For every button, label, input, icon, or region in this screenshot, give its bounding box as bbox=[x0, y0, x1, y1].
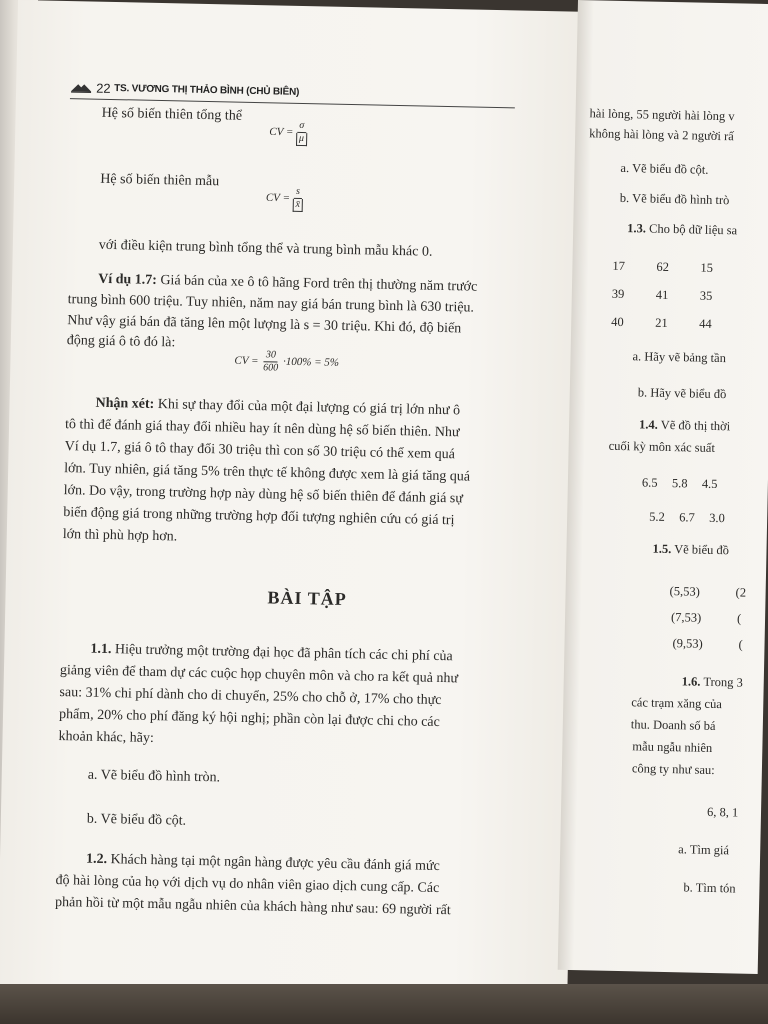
condition-text: với điều kiện trung bình tổng thể và trung bình mẫu khác 0. bbox=[98, 237, 433, 260]
remark-line-2: tô thì để đánh giá thay đổi nhiều hay ít nên dùng hệ số biến thiên. Như bbox=[64, 417, 460, 441]
ex16-line-2: các trạm xăng của bbox=[631, 695, 723, 712]
table-surface bbox=[0, 984, 768, 1024]
cv-den: x̄ bbox=[292, 199, 303, 212]
ex16-a: a. Tìm giá bbox=[678, 842, 730, 858]
ex14-line-2: cuối kỳ môn xác suất bbox=[608, 438, 716, 455]
data-cell: 6.5 bbox=[641, 475, 658, 490]
right-line-2: không hài lòng và 2 người rấ bbox=[589, 126, 734, 144]
ex14-row-1 bbox=[642, 473, 718, 493]
data-row bbox=[612, 257, 713, 277]
ex16-line-1 bbox=[682, 672, 744, 691]
remark-title: Nhận xét: bbox=[95, 395, 155, 412]
data-cell: 4.5 bbox=[701, 476, 718, 492]
cv-rhs: ·100% = 5% bbox=[282, 355, 340, 369]
cv-den: μ bbox=[296, 133, 307, 146]
data-cell: 41 bbox=[655, 287, 669, 302]
pair-row bbox=[672, 634, 743, 653]
ex12-a: a. Vẽ biểu đồ cột. bbox=[620, 160, 709, 177]
ex16-b: b. Tìm tón bbox=[683, 880, 736, 896]
pair-cell: (9,53) bbox=[672, 636, 703, 651]
ex12-line-2: độ hài lòng của họ với dịch vụ do nhân viên giao dịch cung cấp. Các bbox=[55, 872, 440, 897]
frac-den: 600 bbox=[263, 362, 279, 374]
cv-lhs: CV = bbox=[269, 125, 294, 139]
ex12-text: Khách hàng tại một ngân hàng được yêu cầu đánh giá mức bbox=[106, 852, 440, 875]
ex11-line-3: sau: 31% chi phí dành cho di chuyển, 25% cho chỗ ở, 17% cho thực bbox=[59, 685, 442, 709]
ex12-line-3: phản hồi từ một mẫu ngẫu nhiên của khách hàng như sau: 69 người rất bbox=[54, 894, 451, 919]
ex16-line-3: thu. Doanh số bá bbox=[630, 717, 716, 734]
remark-line-7: lớn thì phù hợp hơn. bbox=[62, 527, 178, 545]
data-cell: 6.7 bbox=[679, 510, 695, 525]
ex11-text: Hiệu trưởng một trường đại học đã phân tích các chi phí của bbox=[111, 642, 453, 665]
pair-cell: ( bbox=[738, 637, 743, 652]
cv-lhs: CV = bbox=[234, 354, 259, 368]
data-cell: 21 bbox=[655, 315, 668, 330]
ex14-text: Vẽ đồ thị thời bbox=[657, 417, 731, 434]
right-line-1: hài lòng, 55 người hài lòng v bbox=[589, 106, 735, 124]
ex14-number: 1.4. bbox=[638, 417, 659, 432]
example-line-4: động giá ô tô đó là: bbox=[66, 333, 176, 351]
data-cell: 5.2 bbox=[649, 509, 665, 524]
ex15-number: 1.5. bbox=[652, 541, 672, 557]
pair-cell: (5,53) bbox=[669, 584, 700, 599]
ex11-line-2: giảng viên để tham dự các cuộc họp chuyên môn và cho ra kết quả như bbox=[59, 663, 459, 687]
ex11-a: a. Vẽ biểu đồ hình tròn. bbox=[87, 767, 221, 786]
ex16-line-5: công ty như sau: bbox=[631, 761, 715, 778]
book-icon bbox=[70, 81, 92, 97]
remark-line-3: Ví dụ 1.7, giá ô tô thay đổi 30 triệu thì con số 30 triệu có thể xem quá bbox=[64, 439, 456, 463]
ex13-number: 1.3. bbox=[627, 221, 647, 236]
right-page bbox=[558, 0, 768, 974]
ex16-line-4: mẫu ngẫu nhiên bbox=[632, 739, 713, 755]
data-cell: 15 bbox=[700, 260, 714, 275]
page-number: 22 bbox=[96, 80, 111, 96]
remark-line-4: lớn. Tuy nhiên, giá tăng 5% trên thực tế không được xem là giá tăng quá bbox=[64, 461, 471, 485]
section-title: BÀI TẬP bbox=[267, 587, 347, 610]
ex16-number: 1.6. bbox=[681, 674, 701, 689]
data-cell: 35 bbox=[699, 288, 713, 303]
cv-population-label: Hệ số biến thiên tổng thể bbox=[101, 105, 243, 124]
data-cell: 40 bbox=[611, 314, 624, 330]
pair-row bbox=[671, 608, 742, 627]
frac-num: 30 bbox=[264, 349, 278, 362]
cv-num: s bbox=[294, 186, 302, 199]
ex12-b: b. Vẽ biểu đồ hình trò bbox=[619, 190, 730, 208]
ex11-number: 1.1. bbox=[90, 641, 112, 658]
ex12-number: 1.2. bbox=[85, 851, 108, 868]
data-cell: 62 bbox=[656, 259, 670, 274]
pair-cell: (7,53) bbox=[670, 610, 702, 625]
data-cell: 44 bbox=[699, 316, 712, 331]
ex13-line bbox=[627, 219, 737, 239]
cv-sample-formula bbox=[266, 185, 304, 212]
ex16-text: Trong 3 bbox=[700, 674, 744, 690]
remark-text: Khi sự thay đổi của một đại lượng có giá trị lớn như ô bbox=[154, 396, 461, 419]
ex11-b: b. Vẽ biểu đồ cột. bbox=[86, 811, 187, 829]
remark-line-6: biến động giá trong những trường hợp đối tượng nghiên cứu có giá trị bbox=[63, 505, 455, 529]
pair-cell: ( bbox=[736, 611, 742, 626]
pair-cell: (2 bbox=[735, 585, 747, 600]
ex11-line-5: khoản khác, hãy: bbox=[58, 729, 154, 747]
ex14-line-1 bbox=[639, 415, 730, 435]
ex15-text: Vẽ biểu đồ bbox=[671, 542, 730, 558]
data-row bbox=[612, 285, 713, 305]
ex16-data: 6, 8, 1 bbox=[706, 804, 739, 820]
data-row bbox=[611, 313, 712, 333]
example-formula bbox=[234, 349, 339, 376]
cv-lhs: CV = bbox=[265, 191, 291, 205]
example-line-3: Như vậy giá bán đã tăng lên một lượng là s = 30 triệu. Khi đó, độ biến bbox=[67, 313, 462, 337]
ex13-b: b. Hãy vẽ biểu đồ bbox=[637, 385, 727, 402]
ex11-line-4: phẩm, 20% cho phí đăng ký hội nghị; phần còn lại được chi cho các bbox=[58, 707, 440, 730]
data-cell: 5.8 bbox=[671, 476, 688, 491]
pair-row bbox=[669, 582, 746, 602]
cv-sample-label: Hệ số biến thiên mẫu bbox=[100, 171, 220, 190]
cv-population-formula bbox=[269, 119, 307, 146]
example-title: Ví dụ 1.7: bbox=[98, 271, 158, 288]
data-cell: 3.0 bbox=[709, 510, 725, 526]
remark-line-5: lớn. Do vậy, trong trường hợp này dùng hệ số biến thiên để đánh giá sự bbox=[63, 483, 464, 507]
ex13-text: Cho bộ dữ liệu sa bbox=[645, 221, 738, 238]
ex13-a: a. Hãy vẽ bảng tần bbox=[632, 349, 727, 366]
example-text: Giá bán của xe ô tô hãng Ford trên thị thường năm trước bbox=[156, 272, 478, 295]
ex15-line bbox=[652, 540, 729, 560]
header-author: TS. VƯƠNG THỊ THẢO BÌNH (CHỦ BIÊN) bbox=[114, 83, 300, 98]
cv-num: σ bbox=[297, 120, 306, 133]
ex14-row-2 bbox=[649, 508, 725, 528]
example-line-2: trung bình 600 triệu. Tuy nhiên, năm nay giá bán trung bình là 630 triệu. bbox=[67, 292, 475, 316]
data-cell: 39 bbox=[611, 286, 625, 302]
data-cell: 17 bbox=[612, 258, 626, 274]
